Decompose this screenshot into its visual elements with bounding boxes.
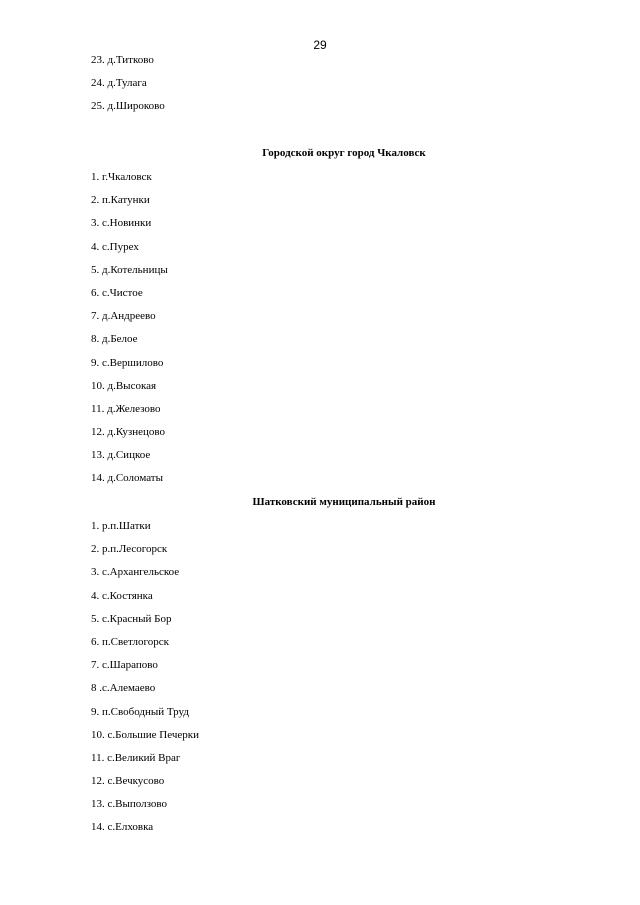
list-item: 12. с.Вечкусово <box>91 775 165 788</box>
list-item: 14. с.Елховка <box>91 821 154 834</box>
list-item: 12. д.Кузнецово <box>91 426 165 439</box>
list-item: 6. п.Светлогорск <box>91 635 169 648</box>
list-item: 2. р.п.Лесогорск <box>91 543 168 556</box>
list-item: 1. г.Чкаловск <box>91 171 152 183</box>
list-item: 8 .с.Алемаево <box>91 682 156 695</box>
list-item: 13. д.Сицкое <box>91 449 151 462</box>
list-item: 9. п.Свободный Труд <box>91 705 189 718</box>
list-item: 13. с.Выползово <box>91 798 167 811</box>
list-item: 5. с.Красный Бор <box>91 612 172 625</box>
section-heading-shatkovsky: Шатковский муниципальный район <box>252 496 436 508</box>
list-item: 3. с.Архангельское <box>91 566 180 579</box>
settlement-list-shatkovsky <box>91 519 199 844</box>
section-heading-chkalovsk: Городской округ город Чкаловск <box>262 147 426 159</box>
list-item: 14. д.Соломаты <box>91 472 163 485</box>
list-item: 4. с.Костянка <box>91 589 153 602</box>
list-item: 8. д.Белое <box>91 333 138 346</box>
list-item: 11. с.Великий Враг <box>91 751 181 764</box>
list-item: 4. с.Пурех <box>91 240 139 253</box>
settlement-list-chkalovsk <box>91 170 168 495</box>
list-item: 9. с.Вершилово <box>91 356 164 369</box>
list-item: 2. п.Катунки <box>91 194 150 207</box>
list-item: 24. д.Тулага <box>91 77 147 90</box>
list-item: 7. с.Шарапово <box>91 659 158 672</box>
list-item: 23. д.Титково <box>91 54 154 66</box>
list-item: 11. д.Железово <box>91 402 161 415</box>
settlement-list-continued <box>91 53 165 123</box>
list-item: 6. с.Чистое <box>91 286 143 299</box>
list-item: 3. с.Новинки <box>91 217 152 230</box>
list-item: 10. с.Большие Печерки <box>91 728 199 741</box>
list-item: 10. д.Высокая <box>91 379 157 392</box>
list-item: 1. р.п.Шатки <box>91 520 151 532</box>
list-item: 25. д.Широково <box>91 100 165 113</box>
list-item: 5. д.Котельницы <box>91 263 168 276</box>
page-number: 29 <box>313 38 327 52</box>
list-item: 7. д.Андреево <box>91 310 156 323</box>
